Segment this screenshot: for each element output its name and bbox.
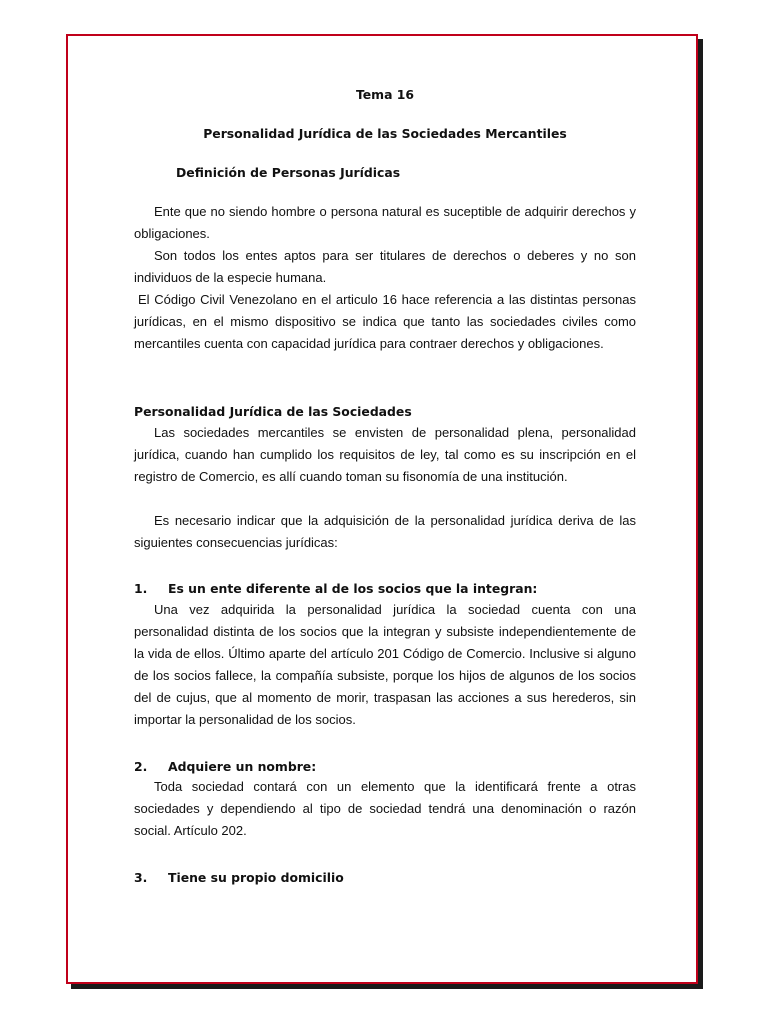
paragraph-text: Son todos los entes aptos para ser titulares de derechos o deberes y no son individuos de la especie humana. (134, 248, 636, 285)
tema-label: Tema 16 (355, 87, 415, 102)
list-item-heading-1 (134, 581, 537, 596)
paragraph-text: Las sociedades mercantiles se envisten de personalidad plena, personalidad jurídica, cuando han cumplido los requisitos de ley, tal como es su inscripción en el registro de Comercio, es allí cuando toman su fisonomía de una institución. (134, 425, 636, 484)
paragraph-text: Ente que no siendo hombre o persona natural es suceptible de adquirir derechos y obligaciones. (134, 204, 636, 241)
paragraph-definicion-2 (134, 245, 636, 289)
paragraph-text: Una vez adquirida la personalidad jurídica la sociedad cuenta con una personalidad distinta de los socios que la integran y subsiste independientemente de la vida de ellos. Último aparte del artículo 201 Código de Comercio. Inclusive si alguno de los socios fallece, la compañía subsiste, porque los hijos de algunos de los socios del de cujus, que al momento de morir, traspasan las acciones a sus herederos, sin importar la personalidad de los socios. (134, 602, 636, 727)
list-number: 3. (134, 870, 148, 885)
paragraph-text: Toda sociedad contará con un elemento que la identificará frente a otras sociedades y dependiendo al tipo de sociedad tendrá una denominación o razón social. Artículo 202. (134, 779, 636, 838)
section-heading-personalidad: Personalidad Jurídica de las Sociedades (134, 404, 412, 419)
list-item-text-1 (134, 599, 636, 731)
list-item-heading-3 (134, 870, 344, 885)
document-page (66, 34, 698, 984)
paragraph-text: El Código Civil Venezolano en el articulo 16 hace referencia a las distintas personas jurídicas, en el mismo dispositivo se indica que tanto las sociedades civiles como mercantiles cuenta con capacidad jurídica para contraer derechos y obligaciones. (134, 292, 636, 351)
section-heading-definicion: Definición de Personas Jurídicas (176, 165, 401, 180)
paragraph-text: Es necesario indicar que la adquisición de la personalidad jurídica deriva de las siguientes consecuencias jurídicas: (134, 513, 636, 550)
list-item-title: Es un ente diferente al de los socios que la integran: (168, 581, 538, 596)
paragraph-definicion-1 (134, 201, 636, 245)
list-item-text-2 (134, 776, 636, 842)
paragraph-codigo-civil (134, 289, 636, 355)
list-number: 2. (134, 759, 148, 774)
list-item-heading-2 (134, 759, 316, 774)
paragraph-consecuencias (134, 510, 636, 554)
document-title: Personalidad Jurídica de las Sociedades Mercantiles (203, 126, 567, 141)
list-item-title: Tiene su propio domicilio (168, 870, 344, 885)
paragraph-personalidad (134, 422, 636, 488)
list-item-title: Adquiere un nombre: (168, 759, 317, 774)
list-number: 1. (134, 581, 148, 596)
